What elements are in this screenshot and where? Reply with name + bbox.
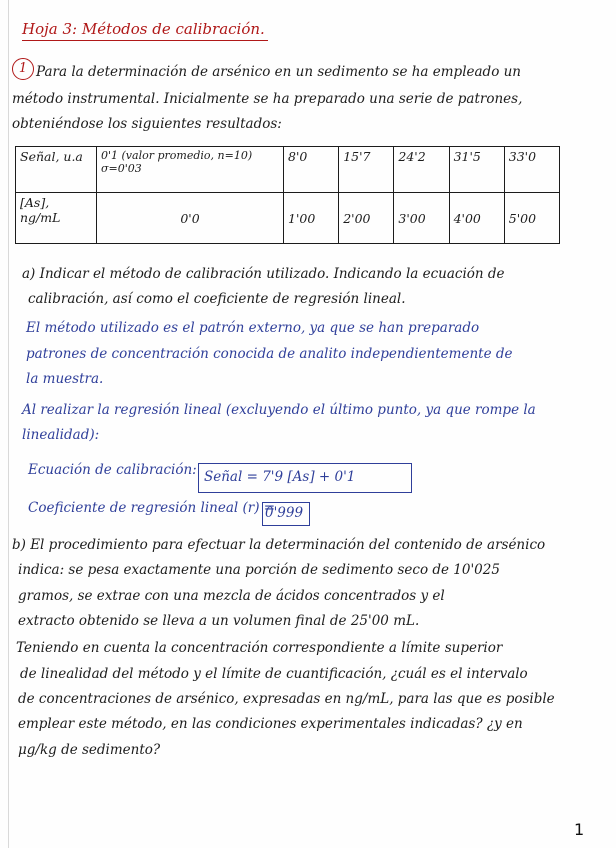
- equation-label: Ecuación de calibración:: [28, 462, 197, 478]
- table-cell: 4'00: [449, 193, 504, 244]
- table-cell: 3'00: [394, 193, 449, 244]
- page-number: 1: [574, 820, 585, 839]
- part-b-line-1: b) El procedimiento para efectuar la determinación del contenido de arsénico: [12, 537, 546, 553]
- part-a-question-line-1: a) Indicar el método de calibración utilizado. Indicando la ecuación de: [22, 266, 505, 282]
- row-label-signal: Señal, u.a: [16, 147, 97, 193]
- table-cell: 1'00: [284, 193, 339, 244]
- part-b-line-7: de concentraciones de arsénico, expresadas en ng/mL, para las que es posible: [18, 691, 555, 707]
- signal-blank-value: 0'1 (valor promedio, n=10): [101, 149, 253, 162]
- regression-note-line-2: linealidad):: [22, 427, 100, 443]
- table-cell: 24'2: [394, 147, 449, 193]
- row-label-concentration: [As], ng/mL: [16, 193, 97, 244]
- part-b-line-2: indica: se pesa exactamente una porción de sedimento seco de 10'025: [18, 562, 500, 578]
- page-margin-line: [8, 0, 9, 848]
- signal-blank-cell: [97, 147, 284, 193]
- problem-number: 1: [12, 58, 34, 80]
- page-title: Hoja 3: Métodos de calibración.: [22, 20, 265, 38]
- table-cell: 2'00: [339, 193, 394, 244]
- table-row-concentration: [16, 193, 560, 244]
- part-a-question-line-2: calibración, así como el coeficiente de regresión lineal.: [28, 291, 406, 307]
- coefficient-value: 0'999: [265, 505, 304, 521]
- part-a-answer-line-1: El método utilizado es el patrón externo, ya que se han preparado: [26, 320, 480, 336]
- table-cell: 8'0: [284, 147, 339, 193]
- part-b-line-9: μg/kg de sedimento?: [18, 742, 161, 758]
- table-cell: 31'5: [449, 147, 504, 193]
- part-a-answer-line-2: patrones de concentración conocida de analito independientemente de: [26, 346, 513, 362]
- part-a-answer-line-3: la muestra.: [26, 371, 104, 387]
- calibration-table: [15, 146, 560, 244]
- statement-line-2: método instrumental. Inicialmente se ha preparado una serie de patrones,: [12, 91, 523, 107]
- table-cell: 33'0: [504, 147, 559, 193]
- part-b-line-8: emplear este método, en las condiciones experimentales indicadas? ¿y en: [18, 716, 523, 732]
- part-b-line-3: gramos, se extrae con una mezcla de ácidos concentrados y el: [18, 588, 445, 604]
- part-b-line-4: extracto obtenido se lleva a un volumen final de 25'00 mL.: [18, 613, 420, 629]
- part-b-line-6: de linealidad del método y el límite de cuantificación, ¿cuál es el intervalo: [20, 666, 528, 682]
- regression-note-line-1: Al realizar la regresión lineal (excluyendo el último punto, ya que rompe la: [22, 402, 536, 418]
- statement-line-3: obteniéndose los siguientes resultados:: [12, 116, 282, 132]
- table-cell: 0'0: [97, 193, 284, 244]
- table-cell: 5'00: [504, 193, 559, 244]
- coefficient-label: Coeficiente de regresión lineal (r) =: [28, 500, 276, 516]
- statement-line-1: Para la determinación de arsénico en un sedimento se ha empleado un: [36, 64, 522, 80]
- title-underline: [22, 40, 268, 41]
- table-row-signal: [16, 147, 560, 193]
- table-cell: 15'7: [339, 147, 394, 193]
- signal-blank-sigma: σ=0'03: [101, 162, 142, 175]
- calibration-equation: Señal = 7'9 [As] + 0'1: [204, 469, 356, 485]
- part-b-line-5: Teniendo en cuenta la concentración correspondiente a límite superior: [16, 640, 503, 656]
